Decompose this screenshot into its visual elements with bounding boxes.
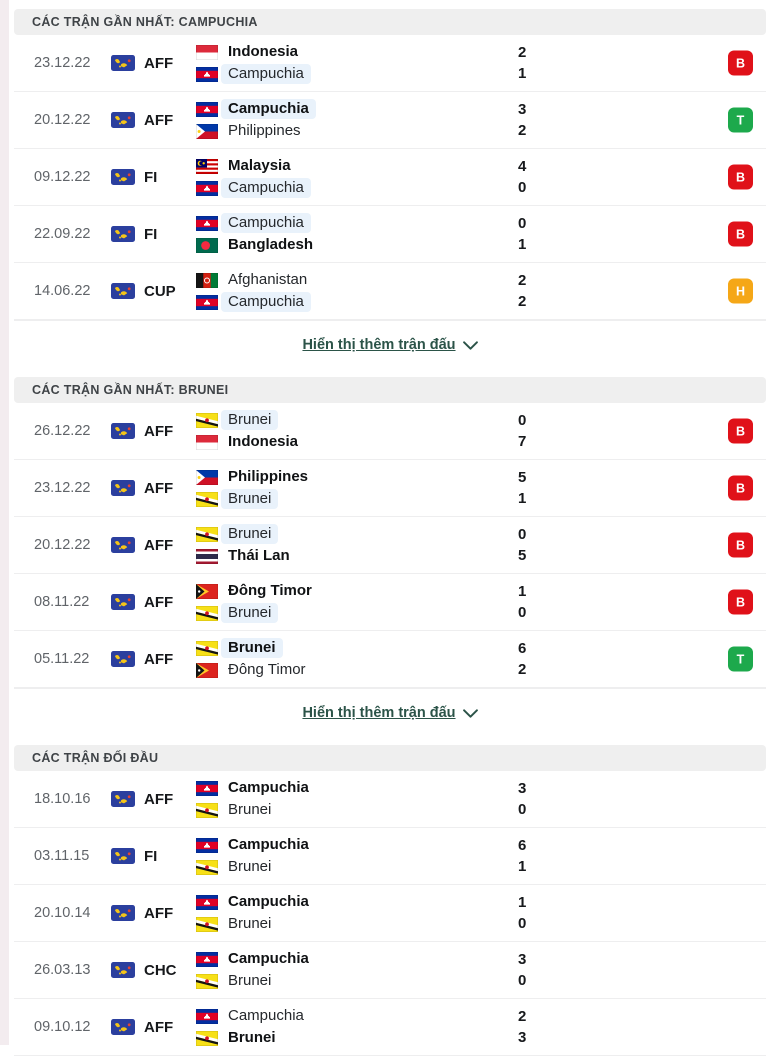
- competition-label: FI: [144, 847, 158, 865]
- home-team: [196, 99, 766, 119]
- away-team-name: Campuchia: [221, 292, 311, 312]
- home-flag-icon: [196, 216, 218, 231]
- match-row[interactable]: [14, 92, 766, 149]
- competition: [111, 828, 196, 884]
- home-score: 1: [518, 894, 527, 911]
- home-flag-icon: [196, 273, 218, 288]
- competition: [111, 942, 196, 998]
- competition-label: FI: [144, 168, 158, 186]
- away-team: [196, 64, 766, 84]
- away-team-name: Brunei: [228, 801, 272, 818]
- score-column: [518, 771, 526, 827]
- result-badge: H: [728, 279, 753, 304]
- match-date: 23.12.22: [34, 480, 91, 496]
- competition-icon: [111, 594, 135, 610]
- away-team-name: Brunei: [228, 972, 272, 989]
- away-team: [196, 235, 766, 255]
- competition: [111, 149, 196, 205]
- home-score: 0: [518, 526, 527, 543]
- away-score: 3: [518, 1029, 527, 1046]
- teams: [196, 403, 766, 459]
- away-team: [196, 432, 766, 452]
- result-badge: B: [728, 165, 753, 190]
- competition-label: FI: [144, 225, 158, 243]
- score-column: [518, 942, 526, 998]
- home-score: 3: [518, 951, 527, 968]
- home-score: 0: [518, 412, 527, 429]
- section-title: CÁC TRẬN GẦN NHẤT: BRUNEI: [32, 383, 229, 397]
- away-team-name: Brunei: [228, 858, 272, 875]
- home-flag-icon: [196, 527, 218, 542]
- home-team-name: Brunei: [221, 524, 278, 544]
- teams: [196, 92, 766, 148]
- show-more-row: [14, 688, 766, 737]
- competition-icon: [111, 423, 135, 439]
- competition: [111, 999, 196, 1055]
- teams: [196, 885, 766, 941]
- away-team: [196, 800, 766, 820]
- competition-icon: [111, 962, 135, 978]
- competition-label: AFF: [144, 422, 174, 440]
- competition-label: CHC: [144, 961, 177, 979]
- home-team-name: Afghanistan: [228, 271, 308, 288]
- home-team: [196, 581, 766, 601]
- away-score: 1: [518, 65, 527, 82]
- away-flag-icon: [196, 663, 218, 678]
- home-flag-icon: [196, 895, 218, 910]
- away-team-name: Brunei: [228, 915, 272, 932]
- teams: [196, 999, 766, 1055]
- competition-label: AFF: [144, 904, 174, 922]
- score-column: [518, 403, 526, 459]
- competition-icon: [111, 1019, 135, 1035]
- home-flag-icon: [196, 781, 218, 796]
- teams: [196, 263, 766, 319]
- away-team-name: Indonesia: [228, 433, 299, 450]
- competition-label: AFF: [144, 54, 174, 72]
- page-edge-strip: [0, 0, 9, 1045]
- competition-label: AFF: [144, 536, 174, 554]
- competition: [111, 771, 196, 827]
- away-flag-icon: [196, 974, 218, 989]
- teams: [196, 942, 766, 998]
- away-team-name: Brunei: [221, 603, 278, 623]
- home-team: [196, 156, 766, 176]
- match-row[interactable]: [14, 149, 766, 206]
- away-score: 1: [518, 236, 527, 253]
- home-team-name: Malaysia: [228, 157, 291, 174]
- away-team-name: Brunei: [228, 1029, 276, 1046]
- home-team-name: Campuchia: [228, 1007, 304, 1024]
- competition: [111, 35, 196, 91]
- competition-icon: [111, 112, 135, 128]
- away-score: 7: [518, 433, 527, 450]
- match-date: 05.11.22: [34, 651, 90, 667]
- competition-label: AFF: [144, 111, 174, 129]
- away-team-name: Đông Timor: [228, 661, 306, 678]
- score-column: [518, 574, 526, 630]
- home-team-name: Campuchia: [228, 779, 309, 796]
- competition: [111, 574, 196, 630]
- away-team: [196, 660, 766, 680]
- away-flag-icon: [196, 67, 218, 82]
- away-team: [196, 914, 766, 934]
- show-more-row: [14, 320, 766, 369]
- away-score: 5: [518, 547, 527, 564]
- away-score: 1: [518, 490, 527, 507]
- home-flag-icon: [196, 838, 218, 853]
- score-column: [518, 35, 526, 91]
- section-header: [14, 9, 766, 35]
- result-badge: B: [728, 419, 753, 444]
- competition-icon: [111, 791, 135, 807]
- home-team: [196, 524, 766, 544]
- match-date: 20.12.22: [34, 112, 91, 128]
- home-team: [196, 892, 766, 912]
- home-flag-icon: [196, 1009, 218, 1024]
- match-date: 09.12.22: [34, 169, 91, 185]
- home-team-name: Brunei: [221, 638, 283, 658]
- competition-icon: [111, 848, 135, 864]
- competition: [111, 885, 196, 941]
- match-row[interactable]: [14, 828, 766, 885]
- match-row[interactable]: [14, 517, 766, 574]
- away-score: 0: [518, 801, 527, 818]
- away-flag-icon: [196, 860, 218, 875]
- match-row[interactable]: [14, 631, 766, 688]
- away-score: 0: [518, 915, 527, 932]
- home-flag-icon: [196, 159, 218, 174]
- home-score: 5: [518, 469, 527, 486]
- away-team: [196, 1028, 766, 1048]
- match-date: 09.10.12: [34, 1019, 91, 1035]
- match-date: 03.11.15: [34, 848, 90, 864]
- teams: [196, 631, 766, 687]
- score-column: [518, 885, 526, 941]
- home-team-name: Campuchia: [228, 836, 309, 853]
- competition-icon: [111, 55, 135, 71]
- home-score: 0: [518, 215, 527, 232]
- score-column: [518, 517, 526, 573]
- home-score: 1: [518, 583, 527, 600]
- away-flag-icon: [196, 181, 218, 196]
- match-row[interactable]: [14, 771, 766, 828]
- away-flag-icon: [196, 295, 218, 310]
- competition: [111, 403, 196, 459]
- match-section: [14, 377, 766, 737]
- competition-label: CUP: [144, 282, 176, 300]
- score-column: [518, 460, 526, 516]
- home-team: [196, 410, 766, 430]
- away-flag-icon: [196, 435, 218, 450]
- score-column: [518, 999, 526, 1055]
- teams: [196, 35, 766, 91]
- home-score: 2: [518, 272, 527, 289]
- away-team: [196, 546, 766, 566]
- away-team: [196, 857, 766, 877]
- match-row[interactable]: [14, 35, 766, 92]
- away-flag-icon: [196, 917, 218, 932]
- away-team: [196, 971, 766, 991]
- result-badge: B: [728, 476, 753, 501]
- score-column: [518, 92, 526, 148]
- away-team: [196, 489, 766, 509]
- away-score: 2: [518, 293, 527, 310]
- away-team-name: Campuchia: [221, 64, 311, 84]
- home-team-name: Campuchia: [228, 893, 309, 910]
- competition: [111, 263, 196, 319]
- home-flag-icon: [196, 584, 218, 599]
- away-flag-icon: [196, 1031, 218, 1046]
- result-badge: T: [728, 108, 753, 133]
- home-team-name: Indonesia: [228, 43, 299, 60]
- competition: [111, 206, 196, 262]
- competition: [111, 517, 196, 573]
- home-team: [196, 42, 766, 62]
- match-date: 20.10.14: [34, 905, 91, 921]
- match-row[interactable]: [14, 403, 766, 460]
- result-badge: B: [728, 222, 753, 247]
- competition: [111, 92, 196, 148]
- home-score: 2: [518, 44, 527, 61]
- match-date: 22.09.22: [34, 226, 91, 242]
- home-team: [196, 467, 766, 487]
- match-date: 08.11.22: [34, 594, 90, 610]
- home-team-name: Campuchia: [228, 950, 309, 967]
- competition: [111, 631, 196, 687]
- home-flag-icon: [196, 413, 218, 428]
- away-team: [196, 603, 766, 623]
- away-team: [196, 292, 766, 312]
- score-column: [518, 149, 526, 205]
- competition: [111, 460, 196, 516]
- away-flag-icon: [196, 124, 218, 139]
- result-badge: T: [728, 647, 753, 672]
- away-score: 0: [518, 179, 527, 196]
- away-team: [196, 178, 766, 198]
- chevron-down-icon[interactable]: [463, 709, 478, 718]
- show-more-link[interactable]: Hiển thị thêm trận đấu: [302, 705, 456, 721]
- teams: [196, 460, 766, 516]
- home-flag-icon: [196, 470, 218, 485]
- match-date: 18.10.16: [34, 791, 91, 807]
- match-date: 26.03.13: [34, 962, 91, 978]
- score-column: [518, 206, 526, 262]
- away-flag-icon: [196, 549, 218, 564]
- away-team-name: Campuchia: [221, 178, 311, 198]
- away-flag-icon: [196, 238, 218, 253]
- home-team-name: Đông Timor: [228, 582, 312, 599]
- teams: [196, 574, 766, 630]
- home-team: [196, 835, 766, 855]
- home-team: [196, 1006, 766, 1026]
- home-team-name: Brunei: [221, 410, 278, 430]
- home-flag-icon: [196, 45, 218, 60]
- away-flag-icon: [196, 606, 218, 621]
- match-date: 23.12.22: [34, 55, 91, 71]
- teams: [196, 828, 766, 884]
- section-rows: [14, 35, 766, 369]
- section-title: CÁC TRẬN GẦN NHẤT: CAMPUCHIA: [32, 15, 258, 29]
- away-score: 2: [518, 122, 527, 139]
- home-team: [196, 638, 766, 658]
- competition-label: AFF: [144, 790, 174, 808]
- competition-icon: [111, 226, 135, 242]
- home-team-name: Philippines: [228, 468, 309, 485]
- match-row[interactable]: [14, 885, 766, 942]
- home-score: 3: [518, 101, 527, 118]
- home-team: [196, 270, 766, 290]
- home-team-name: Campuchia: [221, 99, 316, 119]
- away-team: [196, 121, 766, 141]
- home-flag-icon: [196, 641, 218, 656]
- home-team: [196, 213, 766, 233]
- competition-label: AFF: [144, 479, 174, 497]
- match-section: [14, 745, 766, 1056]
- section-rows: [14, 403, 766, 737]
- competition-icon: [111, 537, 135, 553]
- home-team: [196, 778, 766, 798]
- away-team-name: Bangladesh: [228, 236, 314, 253]
- match-history-panel: [14, 9, 766, 1056]
- away-score: 0: [518, 604, 527, 621]
- score-column: [518, 263, 526, 319]
- competition-label: AFF: [144, 650, 174, 668]
- competition-icon: [111, 169, 135, 185]
- home-flag-icon: [196, 102, 218, 117]
- match-row[interactable]: [14, 263, 766, 320]
- match-date: 26.12.22: [34, 423, 91, 439]
- section-rows: [14, 771, 766, 1056]
- away-score: 0: [518, 972, 527, 989]
- competition-label: AFF: [144, 593, 174, 611]
- home-flag-icon: [196, 952, 218, 967]
- score-column: [518, 828, 526, 884]
- result-badge: B: [728, 51, 753, 76]
- section-title: CÁC TRẬN ĐỐI ĐẦU: [32, 751, 159, 765]
- match-row[interactable]: [14, 460, 766, 517]
- teams: [196, 771, 766, 827]
- match-row[interactable]: [14, 206, 766, 263]
- home-team-name: Campuchia: [221, 213, 311, 233]
- teams: [196, 149, 766, 205]
- home-score: 3: [518, 780, 527, 797]
- show-more-link[interactable]: Hiển thị thêm trận đấu: [302, 337, 456, 353]
- competition-icon: [111, 905, 135, 921]
- teams: [196, 517, 766, 573]
- away-score: 2: [518, 661, 527, 678]
- section-header: [14, 377, 766, 403]
- result-badge: B: [728, 533, 753, 558]
- competition-icon: [111, 283, 135, 299]
- away-flag-icon: [196, 803, 218, 818]
- home-team: [196, 949, 766, 969]
- teams: [196, 206, 766, 262]
- competition-icon: [111, 480, 135, 496]
- match-row[interactable]: [14, 999, 766, 1056]
- section-header: [14, 745, 766, 771]
- home-score: 6: [518, 837, 527, 854]
- home-score: 2: [518, 1008, 527, 1025]
- match-date: 20.12.22: [34, 537, 91, 553]
- away-team-name: Brunei: [221, 489, 278, 509]
- result-badge: B: [728, 590, 753, 615]
- match-date: 14.06.22: [34, 283, 91, 299]
- score-column: [518, 631, 526, 687]
- competition-icon: [111, 651, 135, 667]
- home-score: 4: [518, 158, 527, 175]
- away-flag-icon: [196, 492, 218, 507]
- chevron-down-icon[interactable]: [463, 341, 478, 350]
- home-score: 6: [518, 640, 527, 657]
- match-section: [14, 9, 766, 369]
- match-row[interactable]: [14, 574, 766, 631]
- competition-label: AFF: [144, 1018, 174, 1036]
- match-row[interactable]: [14, 942, 766, 999]
- away-team-name: Thái Lan: [228, 547, 290, 564]
- away-team-name: Philippines: [228, 122, 301, 139]
- away-score: 1: [518, 858, 527, 875]
